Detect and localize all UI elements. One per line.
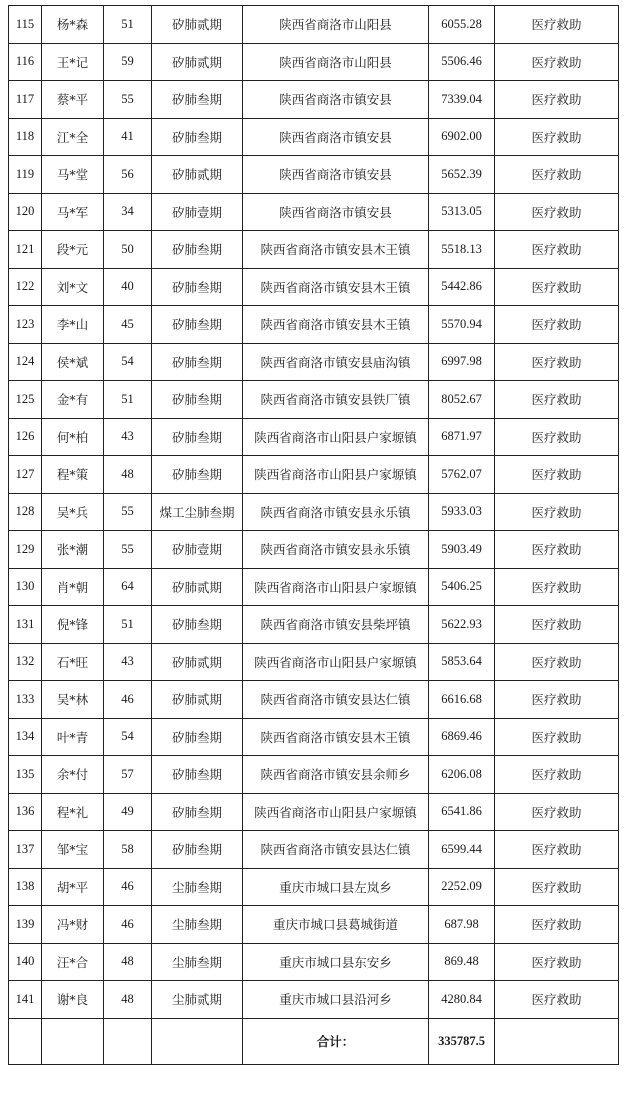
disease-cell: 矽肺贰期 [152, 643, 243, 681]
age-cell: 57 [104, 756, 152, 794]
aid-type-cell: 医疗救助 [495, 381, 619, 419]
row-number-cell: 140 [9, 943, 42, 981]
address-cell: 重庆市城口县左岚乡 [243, 868, 429, 906]
row-number-cell: 116 [9, 43, 42, 81]
table-row [9, 981, 619, 1019]
disease-cell: 矽肺叁期 [152, 718, 243, 756]
amount-cell: 5622.93 [429, 606, 495, 644]
disease-cell: 矽肺叁期 [152, 381, 243, 419]
total-value: 335787.5 [429, 1018, 495, 1064]
disease-cell: 矽肺贰期 [152, 6, 243, 44]
row-number-cell: 132 [9, 643, 42, 681]
disease-cell: 矽肺壹期 [152, 193, 243, 231]
name-cell: 胡*平 [42, 868, 104, 906]
amount-cell: 2252.09 [429, 868, 495, 906]
table-row [9, 381, 619, 419]
name-cell: 余*付 [42, 756, 104, 794]
address-cell: 陕西省商洛市山阳县 [243, 43, 429, 81]
disease-cell: 矽肺贰期 [152, 156, 243, 194]
age-cell: 51 [104, 606, 152, 644]
aid-type-cell: 医疗救助 [495, 906, 619, 944]
age-cell: 43 [104, 643, 152, 681]
address-cell: 陕西省商洛市山阳县户家塬镇 [243, 568, 429, 606]
address-cell: 陕西省商洛市山阳县 [243, 6, 429, 44]
row-number-cell: 131 [9, 606, 42, 644]
address-cell: 陕西省商洛市镇安县庙沟镇 [243, 343, 429, 381]
disease-cell: 矽肺叁期 [152, 793, 243, 831]
amount-cell: 5853.64 [429, 643, 495, 681]
aid-type-cell: 医疗救助 [495, 118, 619, 156]
age-cell: 56 [104, 156, 152, 194]
name-cell: 杨*森 [42, 6, 104, 44]
table-row [9, 831, 619, 869]
age-cell: 45 [104, 306, 152, 344]
disease-cell: 矽肺贰期 [152, 681, 243, 719]
table-row [9, 793, 619, 831]
age-cell: 46 [104, 868, 152, 906]
amount-cell: 6599.44 [429, 831, 495, 869]
age-cell: 64 [104, 568, 152, 606]
address-cell: 重庆市城口县东安乡 [243, 943, 429, 981]
amount-cell: 6541.86 [429, 793, 495, 831]
amount-cell: 8052.67 [429, 381, 495, 419]
table-row [9, 643, 619, 681]
table-row [9, 681, 619, 719]
address-cell: 陕西省商洛市镇安县永乐镇 [243, 531, 429, 569]
row-number-cell: 115 [9, 6, 42, 44]
total-empty-cell [9, 1018, 42, 1064]
amount-cell: 6871.97 [429, 418, 495, 456]
name-cell: 刘*文 [42, 268, 104, 306]
amount-cell: 5406.25 [429, 568, 495, 606]
table-row [9, 418, 619, 456]
name-cell: 吴*林 [42, 681, 104, 719]
row-number-cell: 137 [9, 831, 42, 869]
table-row [9, 118, 619, 156]
row-number-cell: 136 [9, 793, 42, 831]
age-cell: 41 [104, 118, 152, 156]
disease-cell: 尘肺叁期 [152, 906, 243, 944]
table-row [9, 43, 619, 81]
amount-cell: 5570.94 [429, 306, 495, 344]
table-row [9, 81, 619, 119]
address-cell: 陕西省商洛市镇安县 [243, 193, 429, 231]
total-empty-cell [152, 1018, 243, 1064]
address-cell: 陕西省商洛市镇安县 [243, 156, 429, 194]
address-cell: 陕西省商洛市山阳县户家塬镇 [243, 418, 429, 456]
address-cell: 陕西省商洛市山阳县户家塬镇 [243, 793, 429, 831]
table-row [9, 231, 619, 269]
name-cell: 何*柏 [42, 418, 104, 456]
address-cell: 陕西省商洛市镇安县铁厂镇 [243, 381, 429, 419]
row-number-cell: 121 [9, 231, 42, 269]
aid-type-cell: 医疗救助 [495, 531, 619, 569]
table-row [9, 718, 619, 756]
age-cell: 55 [104, 81, 152, 119]
row-number-cell: 139 [9, 906, 42, 944]
age-cell: 49 [104, 793, 152, 831]
aid-type-cell: 医疗救助 [495, 756, 619, 794]
age-cell: 46 [104, 906, 152, 944]
disease-cell: 矽肺叁期 [152, 81, 243, 119]
disease-cell: 尘肺叁期 [152, 943, 243, 981]
total-empty-cell [42, 1018, 104, 1064]
amount-cell: 687.98 [429, 906, 495, 944]
name-cell: 叶*青 [42, 718, 104, 756]
disease-cell: 矽肺叁期 [152, 306, 243, 344]
amount-cell: 5313.05 [429, 193, 495, 231]
row-number-cell: 125 [9, 381, 42, 419]
amount-cell: 869.48 [429, 943, 495, 981]
disease-cell: 矽肺叁期 [152, 231, 243, 269]
name-cell: 石*旺 [42, 643, 104, 681]
total-empty-cell [495, 1018, 619, 1064]
age-cell: 34 [104, 193, 152, 231]
amount-cell: 5933.03 [429, 493, 495, 531]
table-row [9, 456, 619, 494]
name-cell: 张*潮 [42, 531, 104, 569]
row-number-cell: 122 [9, 268, 42, 306]
row-number-cell: 120 [9, 193, 42, 231]
row-number-cell: 135 [9, 756, 42, 794]
name-cell: 侯*斌 [42, 343, 104, 381]
aid-type-cell: 医疗救助 [495, 831, 619, 869]
disease-cell: 矽肺叁期 [152, 418, 243, 456]
address-cell: 陕西省商洛市镇安县 [243, 81, 429, 119]
disease-cell: 矽肺壹期 [152, 531, 243, 569]
aid-type-cell: 医疗救助 [495, 456, 619, 494]
aid-type-cell: 医疗救助 [495, 793, 619, 831]
amount-cell: 5506.46 [429, 43, 495, 81]
address-cell: 陕西省商洛市山阳县户家塬镇 [243, 643, 429, 681]
address-cell: 陕西省商洛市镇安县木王镇 [243, 718, 429, 756]
table-row [9, 568, 619, 606]
disease-cell: 矽肺叁期 [152, 756, 243, 794]
table-row [9, 6, 619, 44]
row-number-cell: 133 [9, 681, 42, 719]
name-cell: 金*有 [42, 381, 104, 419]
address-cell: 陕西省商洛市镇安县柴坪镇 [243, 606, 429, 644]
amount-cell: 6997.98 [429, 343, 495, 381]
name-cell: 冯*财 [42, 906, 104, 944]
age-cell: 54 [104, 718, 152, 756]
address-cell: 陕西省商洛市镇安县木王镇 [243, 268, 429, 306]
aid-type-cell: 医疗救助 [495, 156, 619, 194]
address-cell: 重庆市城口县沿河乡 [243, 981, 429, 1019]
table-row [9, 868, 619, 906]
name-cell: 谢*良 [42, 981, 104, 1019]
age-cell: 43 [104, 418, 152, 456]
aid-type-cell: 医疗救助 [495, 493, 619, 531]
aid-type-cell: 医疗救助 [495, 418, 619, 456]
table-row [9, 493, 619, 531]
table-row [9, 156, 619, 194]
row-number-cell: 138 [9, 868, 42, 906]
amount-cell: 5442.86 [429, 268, 495, 306]
name-cell: 倪*锋 [42, 606, 104, 644]
row-number-cell: 134 [9, 718, 42, 756]
disease-cell: 矽肺叁期 [152, 268, 243, 306]
aid-type-cell: 医疗救助 [495, 868, 619, 906]
aid-type-cell: 医疗救助 [495, 718, 619, 756]
name-cell: 江*全 [42, 118, 104, 156]
table-row [9, 268, 619, 306]
name-cell: 吴*兵 [42, 493, 104, 531]
name-cell: 段*元 [42, 231, 104, 269]
relief-table [8, 5, 619, 1065]
amount-cell: 6206.08 [429, 756, 495, 794]
row-number-cell: 127 [9, 456, 42, 494]
name-cell: 肖*朝 [42, 568, 104, 606]
amount-cell: 6055.28 [429, 6, 495, 44]
disease-cell: 尘肺贰期 [152, 981, 243, 1019]
disease-cell: 矽肺叁期 [152, 831, 243, 869]
name-cell: 邹*宝 [42, 831, 104, 869]
name-cell: 汪*合 [42, 943, 104, 981]
disease-cell: 矽肺贰期 [152, 568, 243, 606]
row-number-cell: 126 [9, 418, 42, 456]
total-row [9, 1018, 619, 1064]
age-cell: 55 [104, 531, 152, 569]
aid-type-cell: 医疗救助 [495, 606, 619, 644]
aid-type-cell: 医疗救助 [495, 981, 619, 1019]
disease-cell: 矽肺贰期 [152, 43, 243, 81]
aid-type-cell: 医疗救助 [495, 343, 619, 381]
table-row [9, 343, 619, 381]
address-cell: 陕西省商洛市镇安县永乐镇 [243, 493, 429, 531]
row-number-cell: 117 [9, 81, 42, 119]
table-body [9, 6, 619, 1019]
age-cell: 51 [104, 381, 152, 419]
name-cell: 程*策 [42, 456, 104, 494]
row-number-cell: 119 [9, 156, 42, 194]
aid-type-cell: 医疗救助 [495, 43, 619, 81]
row-number-cell: 141 [9, 981, 42, 1019]
age-cell: 40 [104, 268, 152, 306]
name-cell: 程*礼 [42, 793, 104, 831]
table-row [9, 531, 619, 569]
aid-type-cell: 医疗救助 [495, 643, 619, 681]
age-cell: 48 [104, 943, 152, 981]
age-cell: 50 [104, 231, 152, 269]
disease-cell: 矽肺叁期 [152, 606, 243, 644]
aid-type-cell: 医疗救助 [495, 193, 619, 231]
total-label: 合计： [243, 1018, 429, 1064]
name-cell: 李*山 [42, 306, 104, 344]
disease-cell: 尘肺叁期 [152, 868, 243, 906]
row-number-cell: 124 [9, 343, 42, 381]
aid-type-cell: 医疗救助 [495, 568, 619, 606]
address-cell: 重庆市城口县葛城街道 [243, 906, 429, 944]
age-cell: 51 [104, 6, 152, 44]
aid-type-cell: 医疗救助 [495, 268, 619, 306]
aid-type-cell: 医疗救助 [495, 6, 619, 44]
address-cell: 陕西省商洛市镇安县达仁镇 [243, 681, 429, 719]
aid-type-cell: 医疗救助 [495, 306, 619, 344]
table-row [9, 906, 619, 944]
amount-cell: 5652.39 [429, 156, 495, 194]
amount-cell: 6869.46 [429, 718, 495, 756]
amount-cell: 6616.68 [429, 681, 495, 719]
name-cell: 马*军 [42, 193, 104, 231]
table-row [9, 306, 619, 344]
row-number-cell: 118 [9, 118, 42, 156]
age-cell: 48 [104, 981, 152, 1019]
name-cell: 马*堂 [42, 156, 104, 194]
name-cell: 王*记 [42, 43, 104, 81]
aid-type-cell: 医疗救助 [495, 943, 619, 981]
row-number-cell: 128 [9, 493, 42, 531]
table-row [9, 193, 619, 231]
age-cell: 46 [104, 681, 152, 719]
name-cell: 蔡*平 [42, 81, 104, 119]
address-cell: 陕西省商洛市镇安县达仁镇 [243, 831, 429, 869]
amount-cell: 5903.49 [429, 531, 495, 569]
disease-cell: 煤工尘肺叁期 [152, 493, 243, 531]
table-row [9, 943, 619, 981]
total-empty-cell [104, 1018, 152, 1064]
address-cell: 陕西省商洛市镇安县木王镇 [243, 306, 429, 344]
disease-cell: 矽肺叁期 [152, 118, 243, 156]
address-cell: 陕西省商洛市镇安县余师乡 [243, 756, 429, 794]
amount-cell: 5518.13 [429, 231, 495, 269]
address-cell: 陕西省商洛市山阳县户家塬镇 [243, 456, 429, 494]
table-row [9, 756, 619, 794]
amount-cell: 6902.00 [429, 118, 495, 156]
amount-cell: 7339.04 [429, 81, 495, 119]
age-cell: 55 [104, 493, 152, 531]
aid-type-cell: 医疗救助 [495, 81, 619, 119]
aid-type-cell: 医疗救助 [495, 681, 619, 719]
age-cell: 54 [104, 343, 152, 381]
aid-type-cell: 医疗救助 [495, 231, 619, 269]
amount-cell: 5762.07 [429, 456, 495, 494]
age-cell: 58 [104, 831, 152, 869]
age-cell: 59 [104, 43, 152, 81]
table-row [9, 606, 619, 644]
row-number-cell: 129 [9, 531, 42, 569]
address-cell: 陕西省商洛市镇安县木王镇 [243, 231, 429, 269]
disease-cell: 矽肺叁期 [152, 343, 243, 381]
row-number-cell: 123 [9, 306, 42, 344]
age-cell: 48 [104, 456, 152, 494]
amount-cell: 4280.84 [429, 981, 495, 1019]
address-cell: 陕西省商洛市镇安县 [243, 118, 429, 156]
row-number-cell: 130 [9, 568, 42, 606]
disease-cell: 矽肺叁期 [152, 456, 243, 494]
